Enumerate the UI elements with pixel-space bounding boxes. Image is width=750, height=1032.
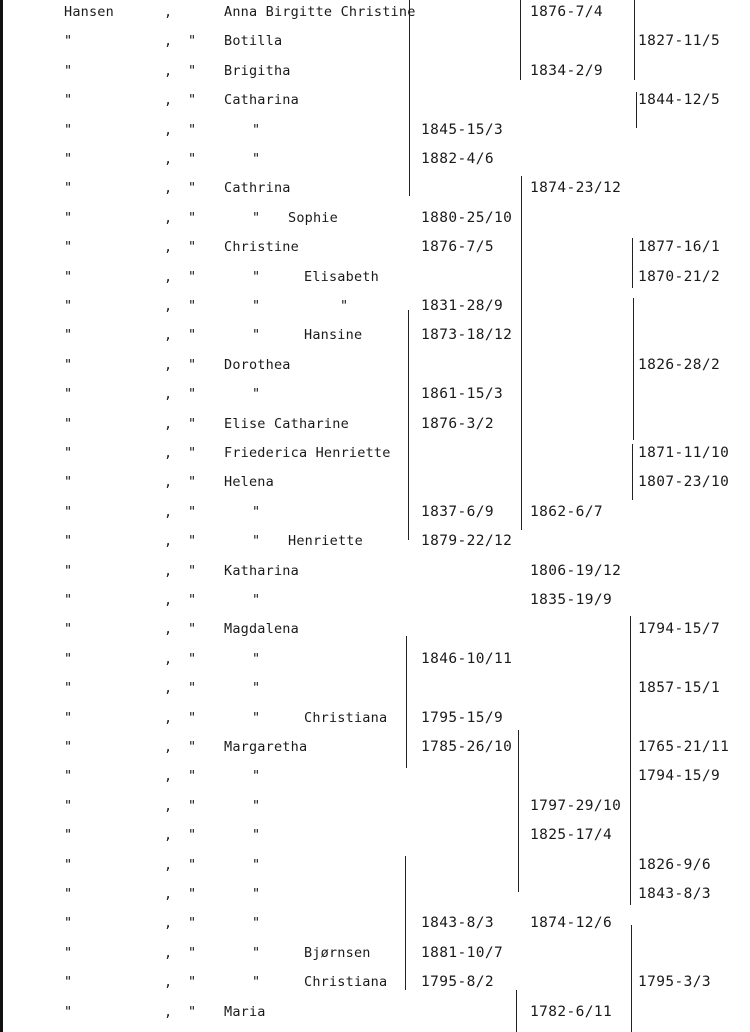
second-name-cell: ": [252, 856, 261, 873]
ditto-mark: ": [188, 62, 197, 79]
second-name-cell: ": [252, 268, 261, 285]
date-col-2-cell: 1834-2/9: [530, 62, 604, 79]
register-entry: [0, 472, 750, 501]
second-name-cell: ": [252, 974, 261, 991]
register-entry: [0, 208, 750, 237]
date-col-2-cell: 1835-19/9: [530, 592, 613, 608]
separator-comma: ,: [164, 33, 173, 50]
second-name-cell: ": [252, 209, 261, 226]
separator-comma: ,: [164, 886, 173, 902]
date-col-1-cell: 1873-18/12: [421, 327, 513, 344]
date-col-1-cell: 1880-25/10: [421, 209, 513, 226]
date-col-3-cell: 1765-21/11: [638, 739, 730, 755]
ditto-mark: ": [188, 33, 197, 50]
second-name-cell: ": [252, 768, 261, 785]
surname-cell: ": [64, 180, 73, 197]
ditto-mark: ": [188, 680, 197, 697]
ditto-mark: ": [188, 239, 197, 256]
date-col-3-cell: 1826-9/6: [638, 856, 712, 873]
register-entry: [0, 31, 750, 60]
register-entry: [0, 1002, 750, 1031]
date-col-2-cell: 1797-29/10: [530, 797, 622, 814]
date-col-2-cell: 1806-19/12: [530, 562, 622, 579]
third-name-cell: ": [340, 298, 349, 314]
separator-comma: ,: [164, 268, 173, 285]
register-entry: [0, 443, 750, 472]
second-name-cell: ": [252, 886, 261, 902]
separator-comma: ,: [164, 239, 173, 256]
date-col-3-cell: 1795-3/3: [638, 974, 712, 991]
separator-comma: ,: [164, 4, 173, 20]
second-name-cell: ": [252, 650, 261, 667]
second-name-cell: ": [252, 386, 261, 403]
surname-cell: ": [64, 856, 73, 873]
date-col-3-cell: 1844-12/5: [638, 92, 721, 109]
surname-cell: ": [64, 562, 73, 579]
register-entry: [0, 355, 750, 384]
date-col-2-cell: 1862-6/7: [530, 503, 604, 520]
separator-comma: ,: [164, 356, 173, 373]
separator-comma: ,: [164, 739, 173, 755]
surname-cell: ": [64, 1003, 73, 1020]
ditto-mark: ": [188, 797, 197, 814]
ditto-mark: ": [188, 1003, 197, 1020]
given-name-cell: Dorothea: [224, 356, 291, 373]
surname-cell: ": [64, 62, 73, 79]
separator-comma: ,: [164, 415, 173, 432]
separator-comma: ,: [164, 768, 173, 785]
register-entry: [0, 414, 750, 443]
register-entry: [0, 325, 750, 354]
separator-comma: ,: [164, 974, 173, 991]
third-name-cell: Sophie: [288, 209, 338, 226]
register-entry: [0, 825, 750, 854]
date-col-3-cell: 1857-15/1: [638, 680, 721, 697]
separator-comma: ,: [164, 445, 173, 461]
separator-comma: ,: [164, 592, 173, 608]
given-name-cell: Anna Birgitte Christine: [224, 4, 416, 20]
date-col-3-cell: 1843-8/3: [638, 886, 712, 902]
date-col-1-cell: 1846-10/11: [421, 650, 513, 667]
ditto-mark: ": [188, 121, 197, 138]
date-col-2-cell: 1782-6/11: [530, 1003, 613, 1020]
ditto-mark: ": [188, 445, 197, 461]
ditto-mark: ": [188, 768, 197, 785]
third-name-cell: Bjørnsen: [304, 944, 371, 961]
surname-cell: ": [64, 445, 73, 461]
register-entry: [0, 2, 750, 31]
separator-comma: ,: [164, 327, 173, 344]
ditto-mark: ": [188, 356, 197, 373]
surname-cell: ": [64, 915, 73, 932]
register-entry: [0, 90, 750, 119]
ditto-mark: ": [188, 298, 197, 314]
ditto-mark: ": [188, 974, 197, 991]
given-name-cell: Margaretha: [224, 739, 308, 755]
date-col-1-cell: 1876-7/5: [421, 239, 495, 256]
separator-comma: ,: [164, 915, 173, 932]
surname-cell: ": [64, 474, 73, 491]
register-entry: [0, 678, 750, 707]
ditto-mark: ": [188, 415, 197, 432]
ditto-mark: ": [188, 709, 197, 726]
ditto-mark: ": [188, 503, 197, 520]
ditto-mark: ": [188, 650, 197, 667]
given-name-cell: Helena: [224, 474, 274, 491]
given-name-cell: Maria: [224, 1003, 266, 1020]
separator-comma: ,: [164, 503, 173, 520]
separator-comma: ,: [164, 92, 173, 109]
ditto-mark: ": [188, 886, 197, 902]
second-name-cell: ": [252, 592, 261, 608]
register-entry: [0, 884, 750, 913]
register-entry: [0, 766, 750, 795]
separator-comma: ,: [164, 680, 173, 697]
register-entry: [0, 296, 750, 325]
second-name-cell: ": [252, 827, 261, 844]
given-name-cell: Catharina: [224, 92, 299, 109]
surname-cell: ": [64, 680, 73, 697]
second-name-cell: ": [252, 680, 261, 697]
surname-cell: ": [64, 797, 73, 814]
register-entry: [0, 649, 750, 678]
surname-cell: ": [64, 503, 73, 520]
separator-comma: ,: [164, 62, 173, 79]
ditto-mark: ": [188, 592, 197, 608]
separator-comma: ,: [164, 827, 173, 844]
surname-cell: Hansen: [64, 4, 114, 20]
surname-cell: ": [64, 239, 73, 256]
register-entry: [0, 708, 750, 737]
separator-comma: ,: [164, 650, 173, 667]
date-col-1-cell: 1785-26/10: [421, 739, 513, 755]
ditto-mark: ": [188, 386, 197, 403]
register-entry: [0, 796, 750, 825]
date-col-2-cell: 1876-7/4: [530, 4, 604, 20]
surname-cell: ": [64, 621, 73, 638]
date-col-1-cell: 1831-28/9: [421, 298, 504, 314]
surname-cell: ": [64, 268, 73, 285]
date-col-3-cell: 1807-23/10: [638, 474, 730, 491]
surname-cell: ": [64, 974, 73, 991]
surname-cell: ": [64, 386, 73, 403]
register-entry: [0, 61, 750, 90]
register-entry: [0, 237, 750, 266]
register-entry: [0, 267, 750, 296]
date-col-2-cell: 1825-17/4: [530, 827, 613, 844]
separator-comma: ,: [164, 1003, 173, 1020]
second-name-cell: ": [252, 944, 261, 961]
date-col-3-cell: 1827-11/5: [638, 33, 721, 50]
given-name-cell: Cathrina: [224, 180, 291, 197]
surname-cell: ": [64, 944, 73, 961]
register-entry: [0, 561, 750, 590]
second-name-cell: ": [252, 709, 261, 726]
surname-cell: ": [64, 650, 73, 667]
ditto-mark: ": [188, 739, 197, 755]
register-entry: [0, 943, 750, 972]
ditto-mark: ": [188, 944, 197, 961]
ditto-mark: ": [188, 268, 197, 285]
second-name-cell: ": [252, 533, 261, 550]
third-name-cell: Christiana: [304, 974, 388, 991]
ditto-mark: ": [188, 562, 197, 579]
separator-comma: ,: [164, 856, 173, 873]
given-name-cell: Brigitha: [224, 62, 291, 79]
surname-cell: ": [64, 327, 73, 344]
second-name-cell: ": [252, 503, 261, 520]
third-name-cell: Henriette: [288, 533, 363, 550]
surname-cell: ": [64, 151, 73, 167]
date-col-1-cell: 1861-15/3: [421, 386, 504, 403]
register-entry: [0, 149, 750, 178]
date-col-3-cell: 1826-28/2: [638, 356, 721, 373]
surname-cell: ": [64, 592, 73, 608]
surname-cell: ": [64, 415, 73, 432]
surname-cell: ": [64, 709, 73, 726]
register-entry: [0, 913, 750, 942]
separator-comma: ,: [164, 797, 173, 814]
surname-cell: ": [64, 768, 73, 785]
separator-comma: ,: [164, 121, 173, 138]
ditto-mark: ": [188, 533, 197, 550]
given-name-cell: Christine: [224, 239, 299, 256]
surname-cell: ": [64, 533, 73, 550]
surname-cell: ": [64, 121, 73, 138]
register-entry: [0, 120, 750, 149]
second-name-cell: ": [252, 327, 261, 344]
surname-cell: ": [64, 298, 73, 314]
separator-comma: ,: [164, 944, 173, 961]
given-name-cell: Friederica Henriette: [224, 445, 391, 461]
date-col-1-cell: 1843-8/3: [421, 915, 495, 932]
register-entry: [0, 972, 750, 1001]
given-name-cell: Botilla: [224, 33, 283, 50]
second-name-cell: ": [252, 915, 261, 932]
date-col-1-cell: 1795-8/2: [421, 974, 495, 991]
separator-comma: ,: [164, 562, 173, 579]
given-name-cell: Elise Catharine: [224, 415, 349, 432]
date-col-1-cell: 1876-3/2: [421, 415, 495, 432]
ditto-mark: ": [188, 327, 197, 344]
date-col-3-cell: 1870-21/2: [638, 268, 721, 285]
separator-comma: ,: [164, 298, 173, 314]
surname-cell: ": [64, 356, 73, 373]
surname-cell: ": [64, 886, 73, 902]
ditto-mark: ": [188, 92, 197, 109]
ditto-mark: ": [188, 915, 197, 932]
separator-comma: ,: [164, 386, 173, 403]
date-col-3-cell: 1871-11/10: [638, 445, 730, 461]
ditto-mark: ": [188, 621, 197, 638]
date-col-1-cell: 1882-4/6: [421, 151, 495, 167]
second-name-cell: ": [252, 298, 261, 314]
separator-comma: ,: [164, 533, 173, 550]
date-col-3-cell: 1877-16/1: [638, 239, 721, 256]
register-entry: [0, 619, 750, 648]
date-col-1-cell: 1837-6/9: [421, 503, 495, 520]
surname-cell: ": [64, 33, 73, 50]
ditto-mark: ": [188, 180, 197, 197]
separator-comma: ,: [164, 621, 173, 638]
separator-comma: ,: [164, 151, 173, 167]
given-name-cell: Katharina: [224, 562, 299, 579]
second-name-cell: ": [252, 151, 261, 167]
separator-comma: ,: [164, 709, 173, 726]
date-col-1-cell: 1881-10/7: [421, 944, 504, 961]
surname-cell: ": [64, 827, 73, 844]
given-name-cell: Magdalena: [224, 621, 299, 638]
ditto-mark: ": [188, 474, 197, 491]
date-col-3-cell: 1794-15/7: [638, 621, 721, 638]
register-entry: [0, 384, 750, 413]
second-name-cell: ": [252, 797, 261, 814]
surname-cell: ": [64, 739, 73, 755]
date-col-3-cell: 1794-15/9: [638, 768, 721, 785]
date-col-1-cell: 1795-15/9: [421, 709, 504, 726]
third-name-cell: Hansine: [304, 327, 363, 344]
separator-comma: ,: [164, 180, 173, 197]
register-entry: [0, 502, 750, 531]
separator-comma: ,: [164, 474, 173, 491]
surname-cell: ": [64, 209, 73, 226]
date-col-2-cell: 1874-12/6: [530, 915, 613, 932]
second-name-cell: ": [252, 121, 261, 138]
date-col-1-cell: 1879-22/12: [421, 533, 513, 550]
third-name-cell: Christiana: [304, 709, 388, 726]
ditto-mark: ": [188, 209, 197, 226]
ditto-mark: ": [188, 151, 197, 167]
register-entry: [0, 178, 750, 207]
surname-cell: ": [64, 92, 73, 109]
date-col-1-cell: 1845-15/3: [421, 121, 504, 138]
ditto-mark: ": [188, 856, 197, 873]
third-name-cell: Elisabeth: [304, 268, 379, 285]
register-entry: [0, 590, 750, 619]
register-entry: [0, 531, 750, 560]
ditto-mark: ": [188, 827, 197, 844]
separator-comma: ,: [164, 209, 173, 226]
date-col-2-cell: 1874-23/12: [530, 180, 622, 197]
register-entry: [0, 737, 750, 766]
register-entry: [0, 855, 750, 884]
